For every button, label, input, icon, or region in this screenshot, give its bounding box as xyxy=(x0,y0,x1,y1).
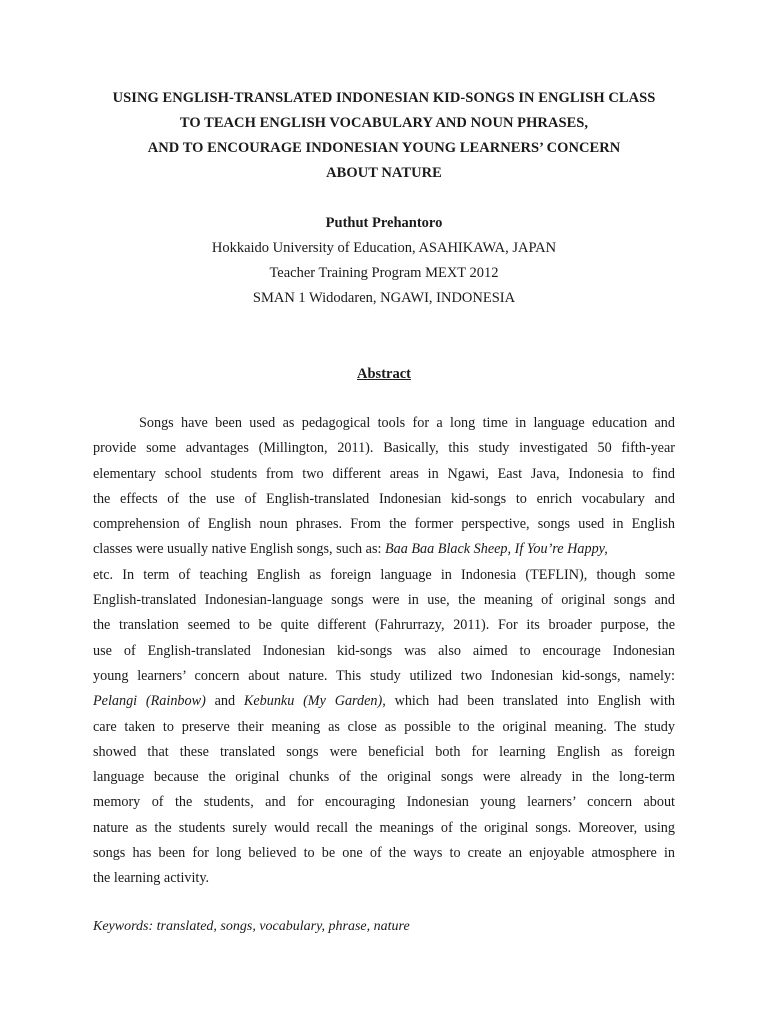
abstract-line: the learning activity. xyxy=(93,870,210,887)
author-name: Puthut Prehantoro xyxy=(325,215,443,231)
abstract-line: memory of the students, and for encouraging Indonesian young learners’ concern about xyxy=(93,794,675,811)
title-line: AND TO ENCOURAGE INDONESIAN YOUNG LEARNERS’ CONCERN xyxy=(147,140,621,156)
keywords: Keywords: translated, songs, vocabulary, phrase, nature xyxy=(93,919,410,934)
abstract-line: English-translated Indonesian-language songs were in use, the meaning of original songs and xyxy=(93,592,675,609)
author-affiliation: Teacher Training Program MEXT 2012 xyxy=(269,265,499,281)
abstract-line: etc. In term of teaching English as foreign language in Indonesia (TEFLIN), though some xyxy=(93,566,675,583)
title-line: TO TEACH ENGLISH VOCABULARY AND NOUN PHRASES, xyxy=(179,115,589,131)
abstract-line: showed that these translated songs were beneficial both for learning English as foreign xyxy=(93,743,675,760)
abstract-line: use of English-translated Indonesian kid-songs was also aimed to encourage Indonesian xyxy=(93,642,675,659)
abstract-line: Songs have been used as pedagogical tools for a long time in language education and xyxy=(139,415,675,431)
author-affiliation: Hokkaido University of Education, ASAHIKAWA, JAPAN xyxy=(211,240,557,256)
abstract-line-text: classes were usually native English songs, such as: xyxy=(93,541,382,558)
author-block xyxy=(60,211,708,311)
abstract-line: language because the original chunks of the original songs were already in the long-term xyxy=(93,769,675,786)
paper-title xyxy=(60,86,708,186)
title-line: USING ENGLISH-TRANSLATED INDONESIAN KID-SONGS IN ENGLISH CLASS xyxy=(112,90,656,106)
author-affiliation: SMAN 1 Widodaren, NGAWI, INDONESIA xyxy=(252,290,516,306)
abstract-line: comprehension of English noun phrases. From the former perspective, songs used in English xyxy=(93,516,675,533)
abstract-line: nature as the students surely would recall the meanings of the original songs. Moreover, using xyxy=(93,819,675,836)
abstract-line-text: which had been translated into English with xyxy=(394,693,675,710)
italic-song-title: Pelangi (Rainbow) xyxy=(93,693,206,710)
abstract-line: young learners’ concern about nature. This study utilized two Indonesian kid-songs, namely: xyxy=(93,667,675,684)
abstract-body xyxy=(93,411,675,892)
abstract-line xyxy=(93,689,675,714)
abstract-line: the effects of the use of English-translated Indonesian kid-songs to enrich vocabulary and xyxy=(93,490,675,507)
abstract-line-text: and xyxy=(214,693,236,710)
abstract-line xyxy=(93,537,675,562)
italic-song-title: Kebunku (My Garden), xyxy=(243,693,386,710)
abstract-line: elementary school students from two different areas in Ngawi, East Java, Indonesia to find xyxy=(93,465,675,482)
abstract-line: songs has been for long believed to be one of the ways to create an enjoyable atmosphere in xyxy=(93,845,675,862)
abstract-line: care taken to preserve their meaning as close as possible to the original meaning. The study xyxy=(93,718,675,735)
abstract-line: the translation seemed to be quite different (Fahrurrazy, 2011). For its broader purpose, the xyxy=(93,617,675,634)
abstract-line: provide some advantages (Millington, 2011). Basically, this study investigated 50 fifth-year xyxy=(93,440,675,457)
title-line: ABOUT NATURE xyxy=(326,165,442,181)
italic-song-titles: Baa Baa Black Sheep, If You’re Happy, xyxy=(384,541,608,558)
abstract-heading: Abstract xyxy=(357,366,411,382)
